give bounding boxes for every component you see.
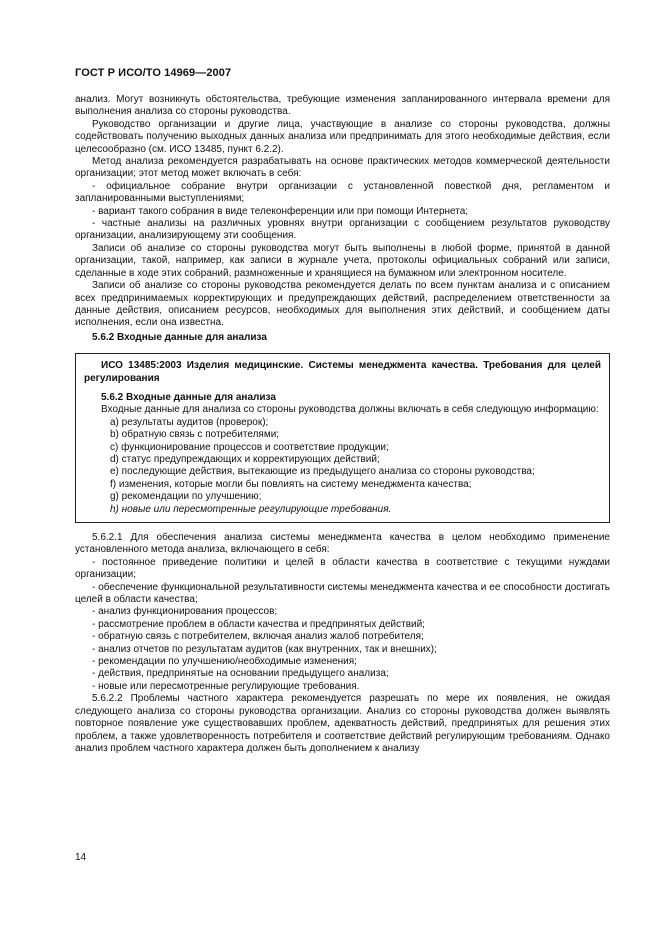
document-header: ГОСТ Р ИСО/ТО 14969—2007 <box>75 67 232 79</box>
list-item: - вариант такого собрания в виде телеконференции или при помощи Интернета; <box>92 205 469 217</box>
paragraph: Руководство организации и другие лица, участвующие в анализе со стороны руководства, должны содействовать получению выходных данных анализа или предпринимать для этого необходимые действия, если целесообразно (см. ИСО 13485, пункт 6.2.2). <box>75 118 610 155</box>
box-intro: Входные данные для анализа со стороны руководства должны включать в себя следующую информацию: <box>101 404 599 416</box>
paragraph: анализ. Могут возникнуть обстоятельства, требующие изменения запланированного интервала времени для выполнения анализа со стороны руководства. <box>75 94 610 118</box>
list-item: - частные анализы на различных уровнях внутри организации с сообщением результатов руководству организации, анализирующему эти сообщения. <box>75 218 610 242</box>
paragraph: 5.6.2.1 Для обеспечения анализа системы менеджмента качества в целом необходимо применение установленного метода анализа, включающего в себя: <box>75 532 610 556</box>
paragraph: Метод анализа рекомендуется разрабатывать на основе практических методов коммерческой деятельности организации; этот метод может включать в себя: <box>75 156 610 180</box>
list-item: - официальное собрание внутри организации с установленной повесткой дня, регламентом и запланированными выступлениями; <box>75 180 610 205</box>
page-number: 14 <box>75 852 87 863</box>
paragraph: Записи об анализе со стороны руководства рекомендуется делать по всем пунктам анализа и с описанием всех предпринимаемых корректирующих и предупреждающих действий, распределением ответственности за данные действия, описанием ресурсов, необходимых для выполнения этих действий, и сообщением даты исполнения, если она известна. <box>75 280 610 329</box>
standard-quote-box <box>75 353 610 523</box>
box-subheading: 5.6.2 Входные данные для анализа <box>101 391 276 403</box>
box-list-item: a) результаты аудитов (проверок); <box>110 416 269 428</box>
section-heading: 5.6.2 Входные данные для анализа <box>92 331 267 343</box>
document-body <box>75 94 610 755</box>
box-list-item: e) последующие действия, вытекающие из предыдущего анализа со стороны руководства; <box>110 466 535 478</box>
list-item: - рассмотрение проблем в области качества и предпринятых действий; <box>92 618 425 630</box>
list-item: - обеспечение функциональной результативности системы менеджмента качества и ее способности достигать целей в области качества; <box>75 581 610 606</box>
box-list-item: f) изменения, которые могли бы повлиять на систему менеджмента качества; <box>110 478 472 490</box>
box-list-item: b) обратную связь с потребителями; <box>110 429 280 441</box>
box-title: ИСО 13485:2003 Изделия медицинские. Системы менеджмента качества. Требования для целей регулирования <box>84 360 601 384</box>
list-item: - рекомендации по улучшению/необходимые изменения; <box>92 656 357 668</box>
list-item: - анализ отчетов по результатам аудитов (как внутренних, так и внешних); <box>92 643 437 655</box>
box-list-item: c) функционирование процессов и соответствие продукции; <box>110 441 389 453</box>
list-item: - действия, предпринятые на основании предыдущего анализа; <box>92 668 389 680</box>
paragraph: Записи об анализе со стороны руководства могут быть выполнены в любой форме, принятой в данной организации, такой, например, как записи в журнале учета, протоколы официальных собраний или записи, сделанные в ходе этих собраний, размноженные и хранящиеся на бумажном или электронном носителе. <box>75 242 610 279</box>
box-list-item: h) новые или пересмотренные регулирующие требования. <box>110 503 392 515</box>
list-item: - анализ функционирования процессов; <box>92 606 278 618</box>
paragraph: 5.6.2.2 Проблемы частного характера рекомендуется разрешать по мере их появления, не ожидая следующего анализа со стороны руководства организации. Анализ со стороны руководства должен выявлять повторное появление уже существовавших проблем, адекватность действий, предпринятых для решения этих проблем, а также удовлетворенность потребителя и соответствие действий регулирующим требованиям. Однако анализ проблем частного характера должен быть дополнением к анализу <box>75 693 610 754</box>
box-list-item: d) статус предупреждающих и корректирующих действий; <box>110 453 380 465</box>
box-list-item: g) рекомендации по улучшению; <box>110 491 262 503</box>
list-item: - новые или пересмотренные регулирующие требования. <box>92 680 360 692</box>
list-item: - постоянное приведение политики и целей в области качества в соответствие с текущими нуждами организации; <box>75 556 610 581</box>
list-item: - обратную связь с потребителем, включая анализ жалоб потребителя; <box>92 631 424 643</box>
